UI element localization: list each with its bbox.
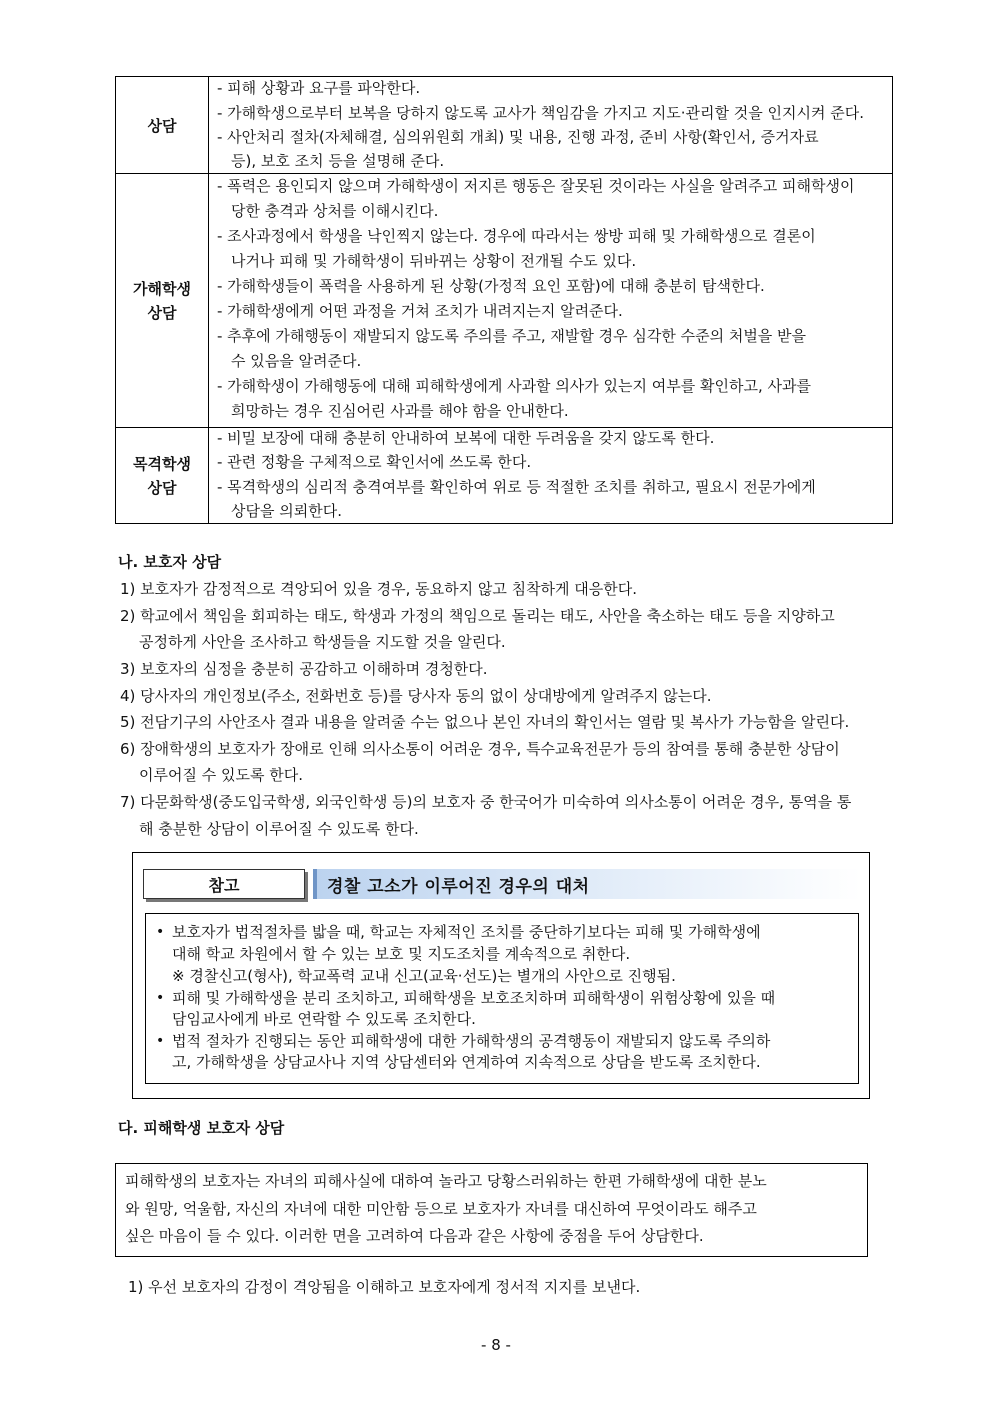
row-line: - 목격학생의 심리적 충격여부를 확인하여 위로 등 적절한 조치를 취하고, 필요시 전문가에게 xyxy=(217,478,816,496)
reference-line: 보호자가 법적절차를 밟을 때, 학교는 자체적인 조치를 중단하기보다는 피해 및 가해학생에 xyxy=(172,923,761,941)
reference-line: 피해 및 가해학생을 분리 조치하고, 피해학생을 보호조치하며 피해학생이 위험상황에 있을 때 xyxy=(172,989,776,1007)
row-category xyxy=(116,428,208,523)
column-divider xyxy=(208,77,209,174)
row-line: - 가해학생으로부터 보복을 당하지 않도록 교사가 책임감을 가지고 지도·관리할 것을 인지시켜 준다. xyxy=(217,104,865,122)
category-label: 상담 xyxy=(147,478,177,497)
row-category xyxy=(116,77,208,174)
list-item: 3) 보호자의 심정을 충분히 공감하고 이해하며 경청한다. xyxy=(120,660,488,678)
list-item: 이루어질 수 있도록 한다. xyxy=(139,766,303,784)
row-line: - 가해학생에게 어떤 과정을 거쳐 조치가 내려지는지 알려준다. xyxy=(217,302,623,320)
reference-content xyxy=(145,913,859,1084)
category-label: 가해학생 xyxy=(133,279,191,298)
box-line: 와 원망, 억울함, 자신의 자녀에 대한 미안함 등으로 보호자가 자녀를 대신하여 무엇이라도 해주고 xyxy=(125,1200,757,1218)
row-line: - 비밀 보장에 대해 충분히 안내하여 보복에 대한 두려움을 갖지 않도록 한다. xyxy=(217,429,715,447)
reference-line: 담임교사에게 바로 연락할 수 있도록 조치한다. xyxy=(172,1010,476,1028)
counseling-table xyxy=(115,76,893,524)
category-label: 목격학생 xyxy=(133,454,191,473)
reference-box xyxy=(132,852,870,1099)
box-line: 피해학생의 보호자는 자녀의 피해사실에 대하여 놀라고 당황스러워하는 한편 가해학생에 대한 분노 xyxy=(125,1172,767,1190)
row-line: - 폭력은 용인되지 않으며 가해학생이 저지른 행동은 잘못된 것이라는 사실을 알려주고 피해학생이 xyxy=(217,177,855,195)
box-line: 싶은 마음이 들 수 있다. 이러한 면을 고려하여 다음과 같은 사항에 중점을 두어 상담한다. xyxy=(125,1227,704,1245)
table-row xyxy=(116,77,892,174)
row-line: - 가해학생들이 폭력을 사용하게 된 상황(가정적 요인 포함)에 대해 충분히 탐색한다. xyxy=(217,277,765,295)
list-item: 공정하게 사안을 조사하고 학생들을 지도할 것을 알린다. xyxy=(139,633,506,651)
row-line: - 사안처리 절차(자체해결, 심의위원회 개최) 및 내용, 진행 과정, 준비 사항(확인서, 증거자료 xyxy=(217,128,819,146)
list-item: 1) 보호자가 감정적으로 격앙되어 있을 경우, 동요하지 않고 침착하게 대응한다. xyxy=(120,580,638,598)
column-divider xyxy=(208,174,209,427)
reference-line: 고, 가해학생을 상담교사나 지역 상담센터와 연계하여 지속적으로 상담을 받도록 조치한다. xyxy=(172,1053,761,1071)
list-item: 해 충분한 상담이 이루어질 수 있도록 한다. xyxy=(139,820,419,838)
reference-label: 참고 xyxy=(143,869,305,899)
table-row xyxy=(116,428,892,523)
list-item: 1) 우선 보호자의 감정이 격앙됨을 이해하고 보호자에게 정서적 지지를 보낸다. xyxy=(128,1278,641,1296)
row-line: 희망하는 경우 진심어린 사과를 해야 함을 안내한다. xyxy=(231,402,569,420)
page-number: - 8 - xyxy=(481,1336,511,1354)
row-line: 등), 보호 조치 등을 설명해 준다. xyxy=(231,152,445,170)
reference-line: 법적 절차가 진행되는 동안 피해학생에 대한 가해학생의 공격행동이 재발되지 않도록 주의하 xyxy=(172,1032,771,1050)
row-line: - 조사과정에서 학생을 낙인찍지 않는다. 경우에 따라서는 쌍방 피해 및 가해학생으로 결론이 xyxy=(217,227,816,245)
section-heading-victim-guardian: 다. 피해학생 보호자 상담 xyxy=(118,1119,285,1137)
row-line: - 가해학생이 가해행동에 대해 피해학생에게 사과할 의사가 있는지 여부를 확인하고, 사과를 xyxy=(217,377,811,395)
table-row xyxy=(116,174,892,427)
victim-guardian-box xyxy=(115,1163,868,1257)
bullet: • xyxy=(156,1033,165,1049)
category-label: 상담 xyxy=(147,303,177,322)
row-line: 상담을 의뢰한다. xyxy=(231,502,342,520)
reference-note: ※ 경찰신고(형사), 학교폭력 교내 신고(교육·선도)는 별개의 사안으로 진행됨. xyxy=(172,967,676,985)
row-line: - 피해 상황과 요구를 파악한다. xyxy=(217,79,421,97)
row-line: 나거나 피해 및 가해학생이 뒤바뀌는 상황이 전개될 수도 있다. xyxy=(231,252,637,270)
row-line: 당한 충격과 상처를 이해시킨다. xyxy=(231,202,439,220)
row-line: 수 있음을 알려준다. xyxy=(231,352,362,370)
section-heading-guardian: 나. 보호자 상담 xyxy=(118,553,222,571)
list-item: 7) 다문화학생(중도입국학생, 외국인학생 등)의 보호자 중 한국어가 미숙하여 의사소통이 어려운 경우, 통역을 통 xyxy=(120,793,852,811)
row-line: - 관련 정황을 구체적으로 확인서에 쓰도록 한다. xyxy=(217,453,532,471)
bullet: • xyxy=(156,924,165,940)
row-category xyxy=(116,174,208,427)
reference-line: 대해 학교 차원에서 할 수 있는 보호 및 지도조치를 계속적으로 취한다. xyxy=(172,945,631,963)
list-item: 2) 학교에서 책임을 회피하는 태도, 학생과 가정의 책임으로 돌리는 태도, 사안을 축소하는 태도 등을 지양하고 xyxy=(120,607,835,625)
list-item: 4) 당사자의 개인정보(주소, 전화번호 등)를 당사자 동의 없이 상대방에게 알려주지 않는다. xyxy=(120,687,712,705)
list-item: 5) 전담기구의 사안조사 결과 내용을 알려줄 수는 없으나 본인 자녀의 확인서는 열람 및 복사가 가능함을 알린다. xyxy=(120,713,850,731)
column-divider xyxy=(208,428,209,523)
category-label: 상담 xyxy=(147,116,177,135)
row-line: - 추후에 가해행동이 재발되지 않도록 주의를 주고, 재발할 경우 심각한 수준의 처벌을 받을 xyxy=(217,327,807,345)
reference-title: 경찰 고소가 이루어진 경우의 대처 xyxy=(313,869,861,899)
list-item: 6) 장애학생의 보호자가 장애로 인해 의사소통이 어려운 경우, 특수교육전문가 등의 참여를 통해 충분한 상담이 xyxy=(120,740,840,758)
bullet: • xyxy=(156,990,165,1006)
